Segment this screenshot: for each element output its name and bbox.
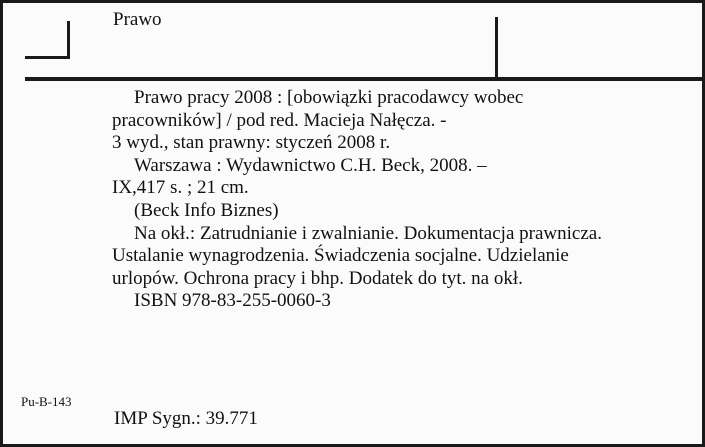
vertical-rule [495, 17, 498, 79]
card-body [112, 87, 612, 313]
series-statement: (Beck Info Biznes) [134, 199, 279, 221]
horizontal-rule [25, 77, 705, 81]
call-number: IMP Sygn.: 39.771 [114, 408, 258, 429]
physical-description: IX,417 s. ; 21 cm. [112, 177, 249, 199]
title-statement: Prawo pracy 2008 : [obowiązki pracodawcy wobec pracowników] / pod red. Macieja Nałęcza. - [112, 87, 524, 131]
reference-code: Pu-B-143 [21, 394, 72, 409]
subject-heading: Prawo [113, 9, 162, 30]
isbn: ISBN 978-83-255-0060-3 [134, 290, 331, 312]
corner-mark-vertical [67, 21, 70, 59]
edition-statement: 3 wyd., stan prawny: styczeń 2008 r. [112, 132, 391, 154]
corner-mark-horizontal [25, 56, 70, 59]
cover-note: Na okł.: Zatrudnianie i zwalnianie. Dokumentacja prawnicza. Ustalanie wynagrodzenia. Świadczenia socjalne. Udzielanie urlopów. Ochrona pracy i bhp. Dodatek do tyt. na okł. [112, 222, 602, 289]
publication-statement: Warszawa : Wydawnictwo C.H. Beck, 2008. – [134, 154, 487, 176]
